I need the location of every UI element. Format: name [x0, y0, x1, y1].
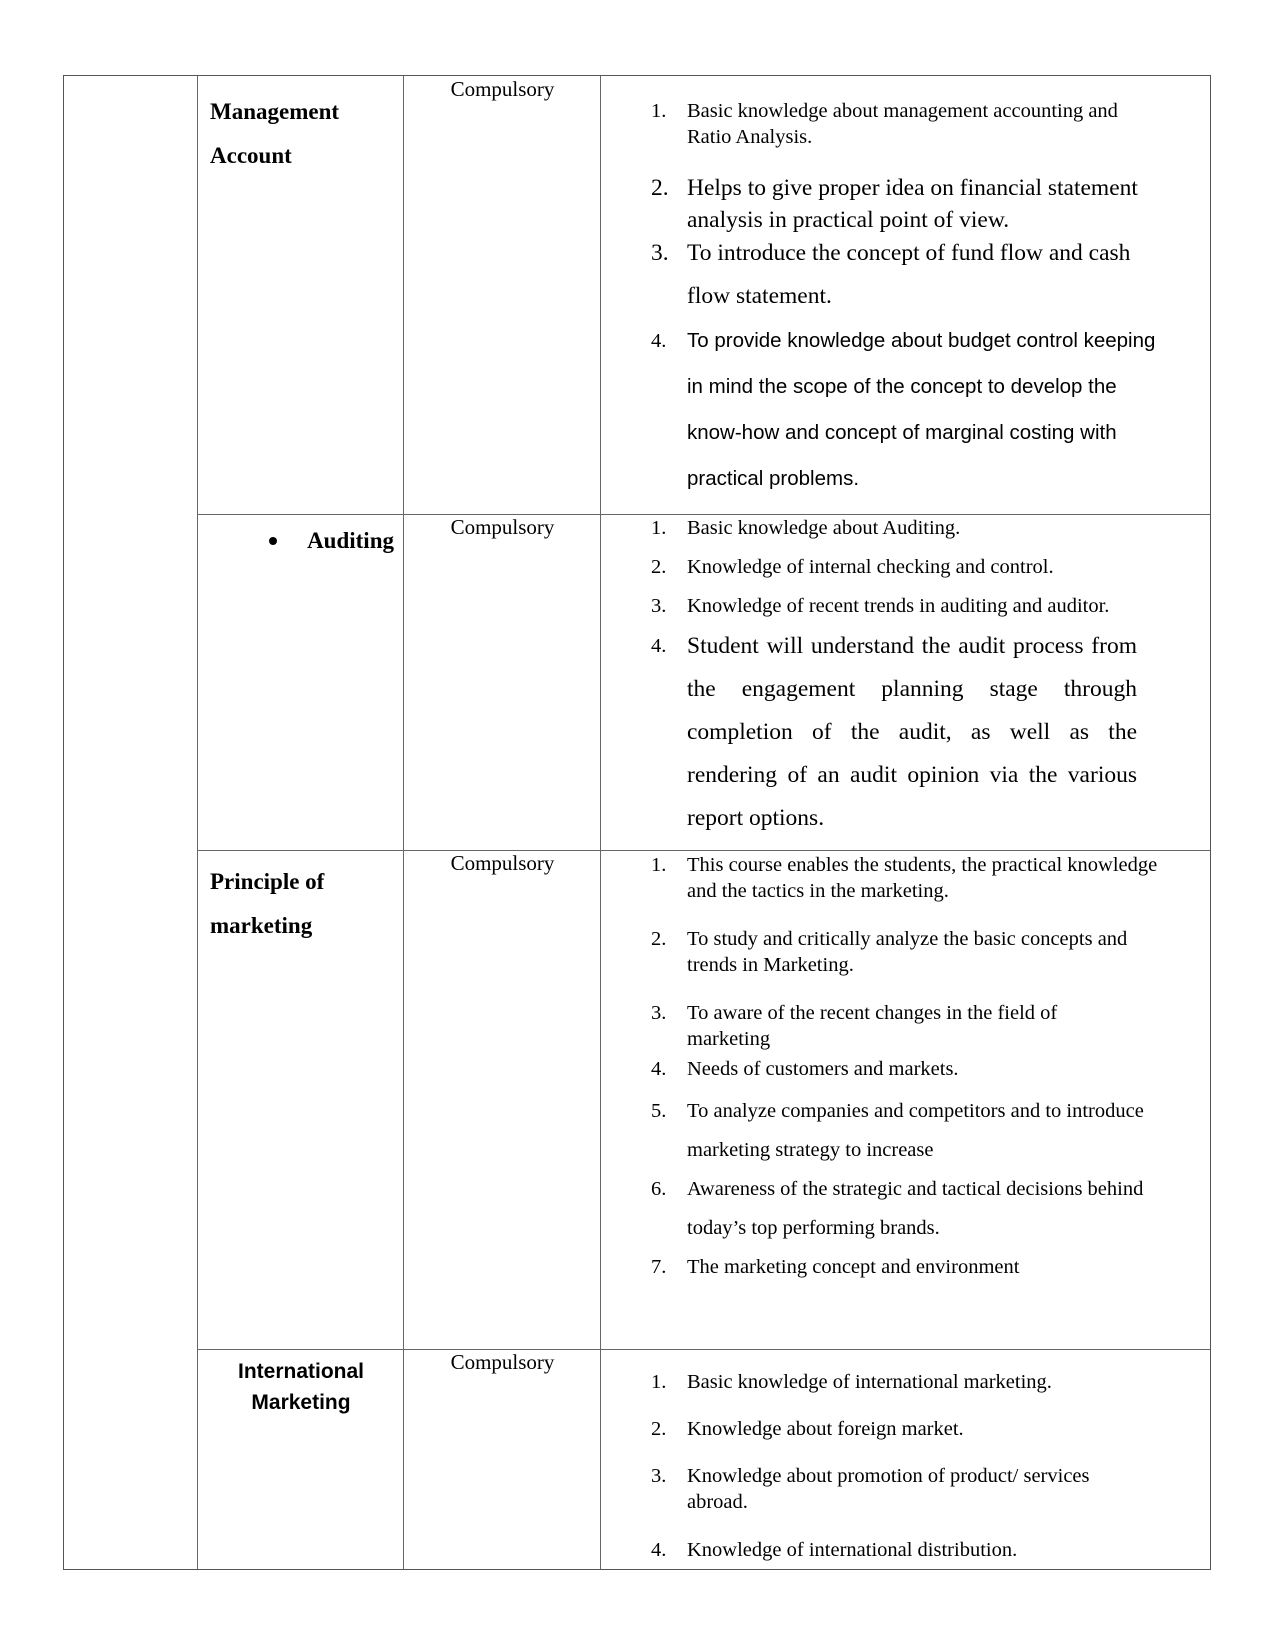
- outcome-number: 2.: [651, 928, 667, 950]
- outcome-text: To aware of the recent changes in the field of marketing: [687, 1002, 1058, 1050]
- column-divider: [403, 76, 404, 1569]
- outcome-number: 6.: [651, 1178, 667, 1200]
- subject-name-line: Marketing: [251, 1391, 351, 1414]
- outcome-number: 2.: [651, 1418, 667, 1440]
- outcome-text: Basic knowledge of international marketing.: [687, 1371, 1052, 1393]
- outcome-text: Knowledge about foreign market.: [687, 1418, 964, 1440]
- outcome-text: Helps to give proper idea on financial statement analysis in practical point of view.: [687, 175, 1138, 233]
- outcome-item: [651, 1537, 1161, 1563]
- outcome-text: Needs of customers and markets.: [687, 1058, 959, 1080]
- outcome-number: 1.: [651, 1371, 667, 1393]
- course-type: Compulsory: [450, 515, 555, 539]
- subject-name-line: Account: [210, 143, 292, 168]
- subject-name: Auditing: [307, 528, 394, 553]
- outcome-text: Knowledge of internal checking and control.: [687, 556, 1054, 578]
- outcome-number: 7.: [651, 1256, 667, 1278]
- outcome-number: 4.: [651, 1539, 667, 1561]
- course-type: Compulsory: [450, 1350, 555, 1374]
- outcome-item: [651, 852, 1171, 904]
- subject-name-line: International: [237, 1360, 364, 1383]
- outcome-text: Basic knowledge about Auditing.: [687, 517, 961, 539]
- outcome-number: 5.: [651, 1100, 667, 1122]
- outcome-item: [651, 98, 1161, 150]
- outcome-item: [651, 1369, 1161, 1395]
- subject-name-line: Principle of: [210, 869, 325, 894]
- outcome-number: 2.: [651, 175, 669, 201]
- outcome-item: [651, 1000, 1117, 1052]
- outcomes-cell: [651, 1369, 1161, 1563]
- outcome-number: 1.: [651, 517, 667, 539]
- outcome-text: This course enables the students, the practical knowledge and the tactics in the marketing.: [687, 854, 1158, 902]
- outcome-number: 4.: [651, 1058, 667, 1080]
- outcome-number: 3.: [651, 240, 669, 266]
- subject-cell: [199, 1356, 403, 1418]
- outcome-item: [651, 593, 1161, 619]
- row-divider: [198, 850, 1210, 851]
- column-divider: [600, 76, 601, 1569]
- outcome-number: 3.: [651, 595, 667, 617]
- outcome-text: Knowledge about promotion of product/ services abroad.: [687, 1465, 1090, 1513]
- outcomes-cell: [651, 98, 1161, 502]
- outcome-number: 1.: [651, 854, 667, 876]
- outcome-text: To introduce the concept of fund flow and cash flow statement.: [687, 240, 1131, 309]
- outcome-number: 4.: [651, 330, 667, 352]
- outcome-text: Knowledge of international distribution.: [687, 1539, 1018, 1561]
- outcome-number: 4.: [651, 635, 667, 657]
- bullet-icon: [269, 537, 277, 545]
- outcome-item: [651, 172, 1161, 236]
- column-divider: [197, 76, 198, 1569]
- subject-cell: [210, 90, 400, 178]
- outcomes-cell: [651, 852, 1171, 1287]
- outcome-text: To analyze companies and competitors and to introduce marketing strategy to increase: [687, 1100, 1144, 1161]
- outcome-item: [651, 318, 1161, 502]
- outcome-item: [651, 515, 1161, 541]
- row-divider: [198, 1349, 1210, 1350]
- outcome-item: [651, 1056, 1171, 1082]
- subject-cell: [210, 526, 400, 556]
- outcome-number: 1.: [651, 100, 667, 122]
- outcome-item: [651, 1092, 1171, 1170]
- outcome-item: [651, 926, 1171, 978]
- course-table: [63, 75, 1211, 1570]
- outcome-item: [651, 1463, 1137, 1515]
- outcome-text: Knowledge of recent trends in auditing and auditor.: [687, 595, 1110, 617]
- outcome-text: The marketing concept and environment: [687, 1256, 1020, 1278]
- outcome-item: [651, 1248, 1171, 1287]
- outcome-item: [651, 1416, 1161, 1442]
- course-type: Compulsory: [450, 77, 555, 101]
- outcome-number: 2.: [651, 556, 667, 578]
- course-type: Compulsory: [450, 851, 555, 875]
- outcome-number: 3.: [651, 1465, 667, 1487]
- outcome-text: To provide knowledge about budget control keeping in mind the scope of the concept to develop the know-how and concept of marginal costing with practical problems.: [687, 329, 1156, 490]
- outcome-item: [651, 1170, 1171, 1248]
- outcome-text: Student will understand the audit process from the engagement planning stage through completion of the audit, as well as the rendering of an audit opinion via the various report options.: [687, 633, 1137, 831]
- outcome-item: [651, 232, 1161, 318]
- outcome-text: To study and critically analyze the basic concepts and trends in Marketing.: [687, 928, 1128, 976]
- outcome-text: Basic knowledge about management accounting and Ratio Analysis.: [687, 100, 1118, 148]
- outcome-number: 3.: [651, 1002, 667, 1024]
- subject-name-line: marketing: [210, 913, 313, 938]
- outcome-text: Awareness of the strategic and tactical decisions behind today’s top performing brands.: [687, 1178, 1144, 1239]
- outcome-item: [651, 554, 1161, 580]
- outcome-item: [651, 625, 1137, 840]
- subject-cell: [210, 860, 400, 948]
- outcomes-cell: [651, 515, 1161, 840]
- subject-name-line: Management: [210, 99, 340, 124]
